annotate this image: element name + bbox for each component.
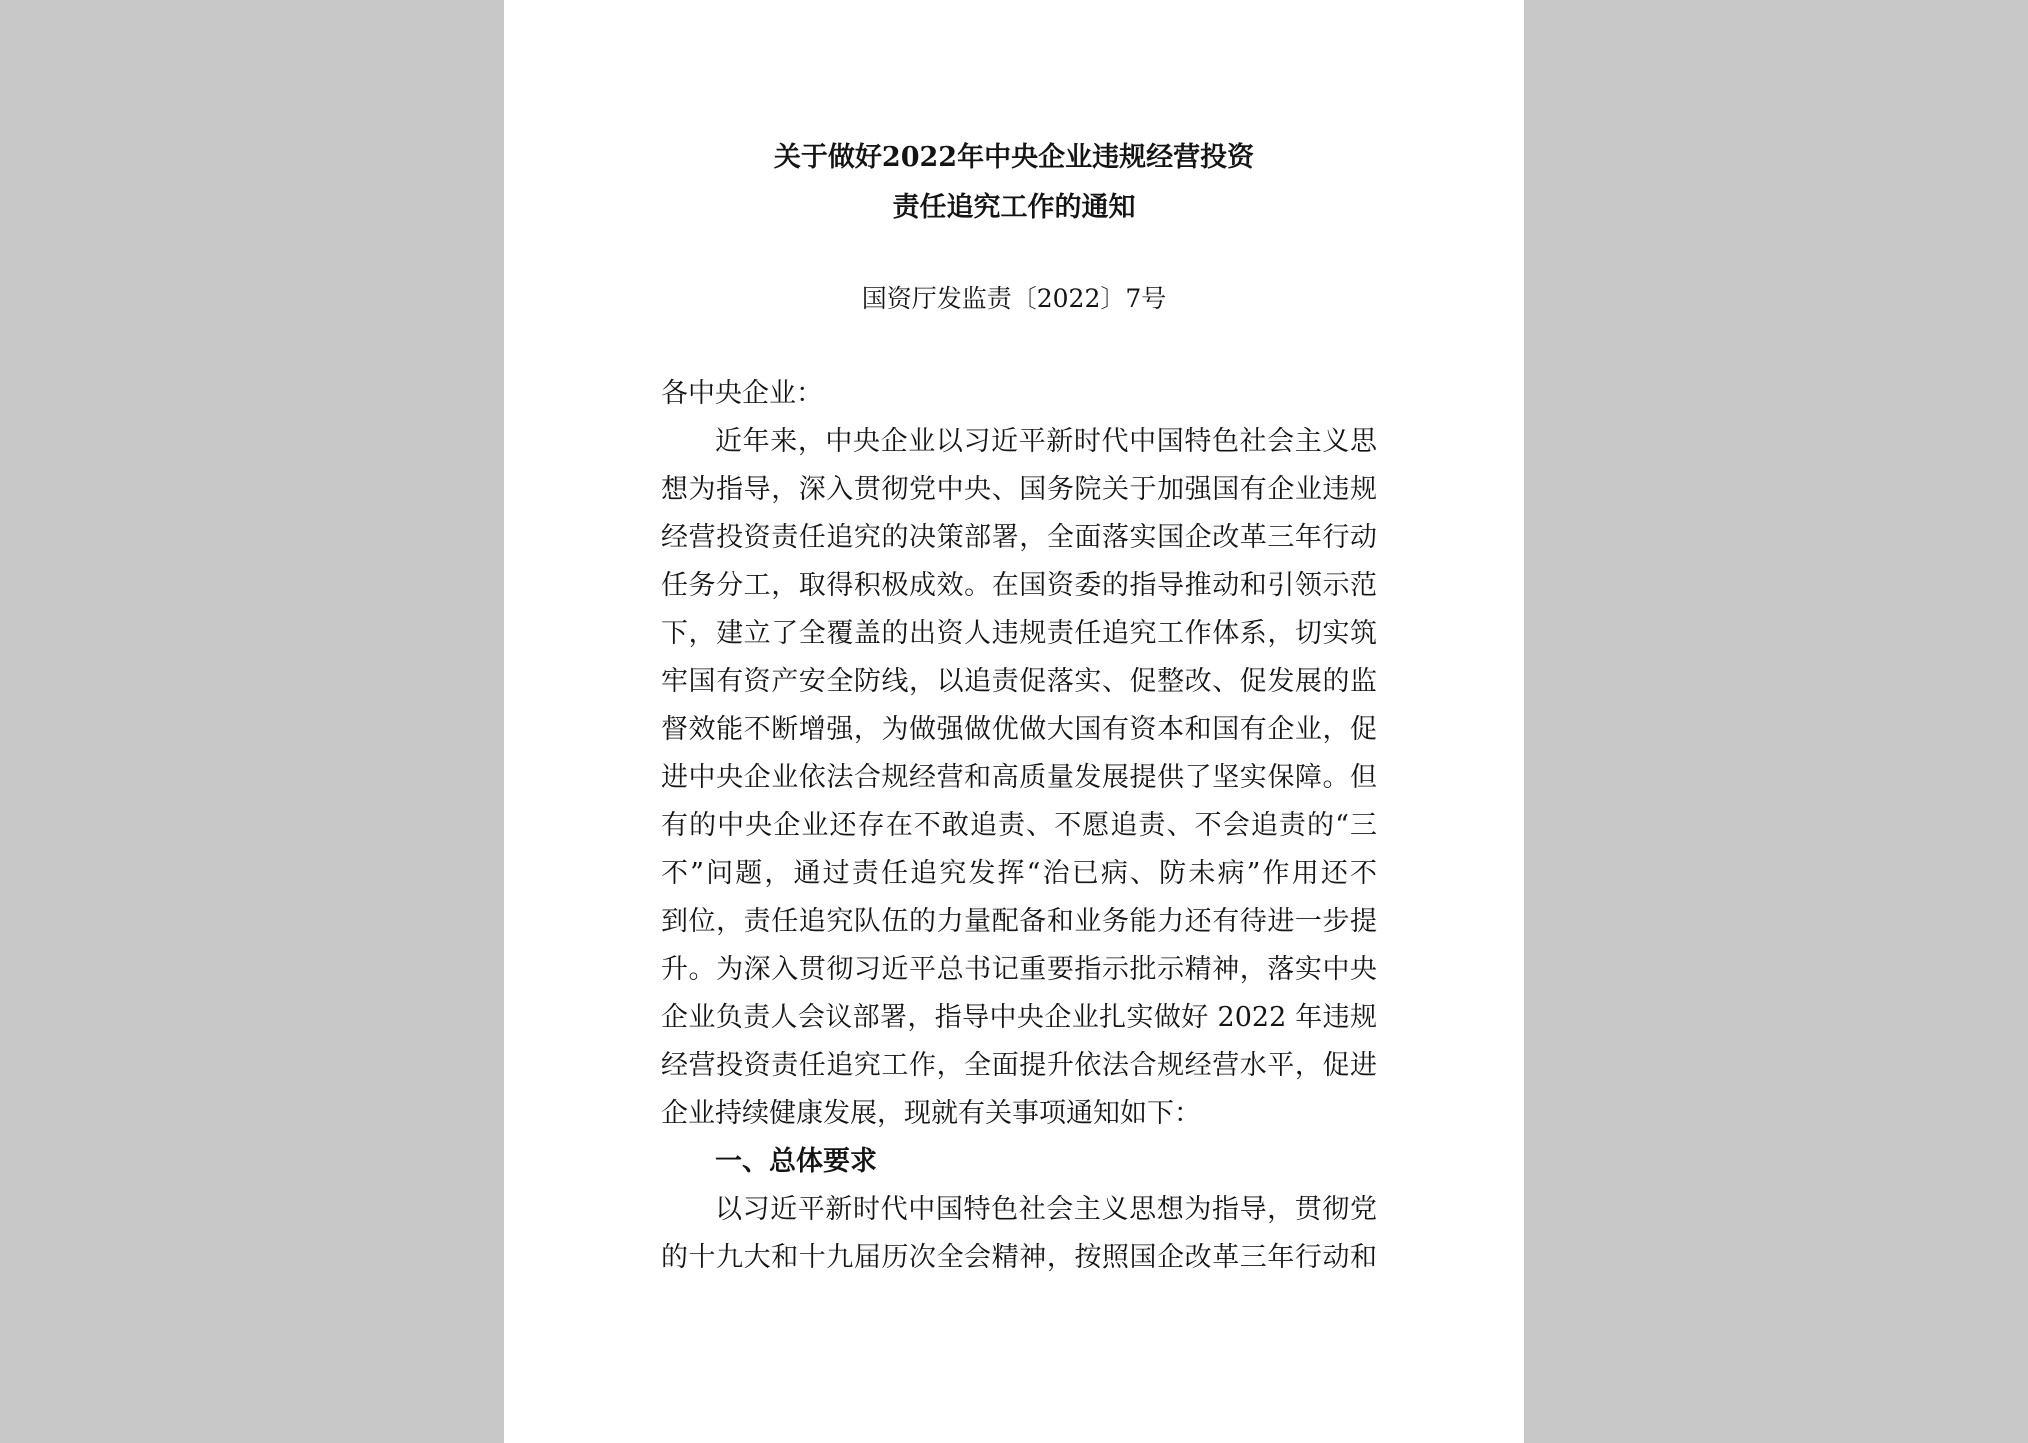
paragraph-line: 升。为深入贯彻习近平总书记重要指示批示精神，落实中央	[661, 954, 1377, 985]
section-heading: 一、总体要求	[715, 1146, 877, 1177]
paragraph-line: 企业持续健康发展，现就有关事项通知如下：	[661, 1098, 1201, 1129]
paragraph-line: 不”问题，通过责任追究发挥“治已病、防未病”作用还不	[661, 858, 1377, 889]
document-title-line-1: 关于做好2022年中央企业违规经营投资	[773, 142, 1255, 173]
paragraph-line: 以习近平新时代中国特色社会主义思想为指导，贯彻党	[715, 1194, 1377, 1225]
salutation: 各中央企业：	[661, 378, 823, 409]
paragraph-line: 进中央企业依法合规经营和高质量发展提供了坚实保障。但	[661, 762, 1377, 793]
paragraph-line: 企业负责人会议部署，指导中央企业扎实做好 2022 年违规	[661, 1002, 1377, 1033]
paragraph-line: 督效能不断增强，为做强做优做大国有资本和国有企业，促	[661, 714, 1377, 745]
paragraph-line: 牢国有资产安全防线，以追责促落实、促整改、促发展的监	[661, 666, 1377, 697]
paragraph-line: 有的中央企业还存在不敢追责、不愿追责、不会追责的“三	[661, 810, 1377, 841]
paragraph-line: 经营投资责任追究的决策部署，全面落实国企改革三年行动	[661, 522, 1377, 553]
paragraph-line: 经营投资责任追究工作，全面提升依法合规经营水平，促进	[661, 1050, 1377, 1081]
paragraph-line: 的十九大和十九届历次全会精神，按照国企改革三年行动和	[661, 1242, 1377, 1273]
document-body	[661, 370, 1377, 1282]
paragraph-line: 近年来，中央企业以习近平新时代中国特色社会主义思	[715, 426, 1377, 457]
paragraph-line: 任务分工，取得积极成效。在国资委的指导推动和引领示范	[661, 570, 1377, 601]
paragraph-line: 想为指导，深入贯彻党中央、国务院关于加强国有企业违规	[661, 474, 1377, 505]
document-page	[504, 0, 1524, 1443]
paragraph-line: 到位，责任追究队伍的力量配备和业务能力还有待进一步提	[661, 906, 1377, 937]
paragraph-line: 下，建立了全覆盖的出资人违规责任追究工作体系，切实筑	[661, 618, 1377, 649]
document-title-line-2: 责任追究工作的通知	[892, 192, 1136, 223]
document-number: 国资厅发监责〔2022〕7号	[861, 284, 1167, 313]
